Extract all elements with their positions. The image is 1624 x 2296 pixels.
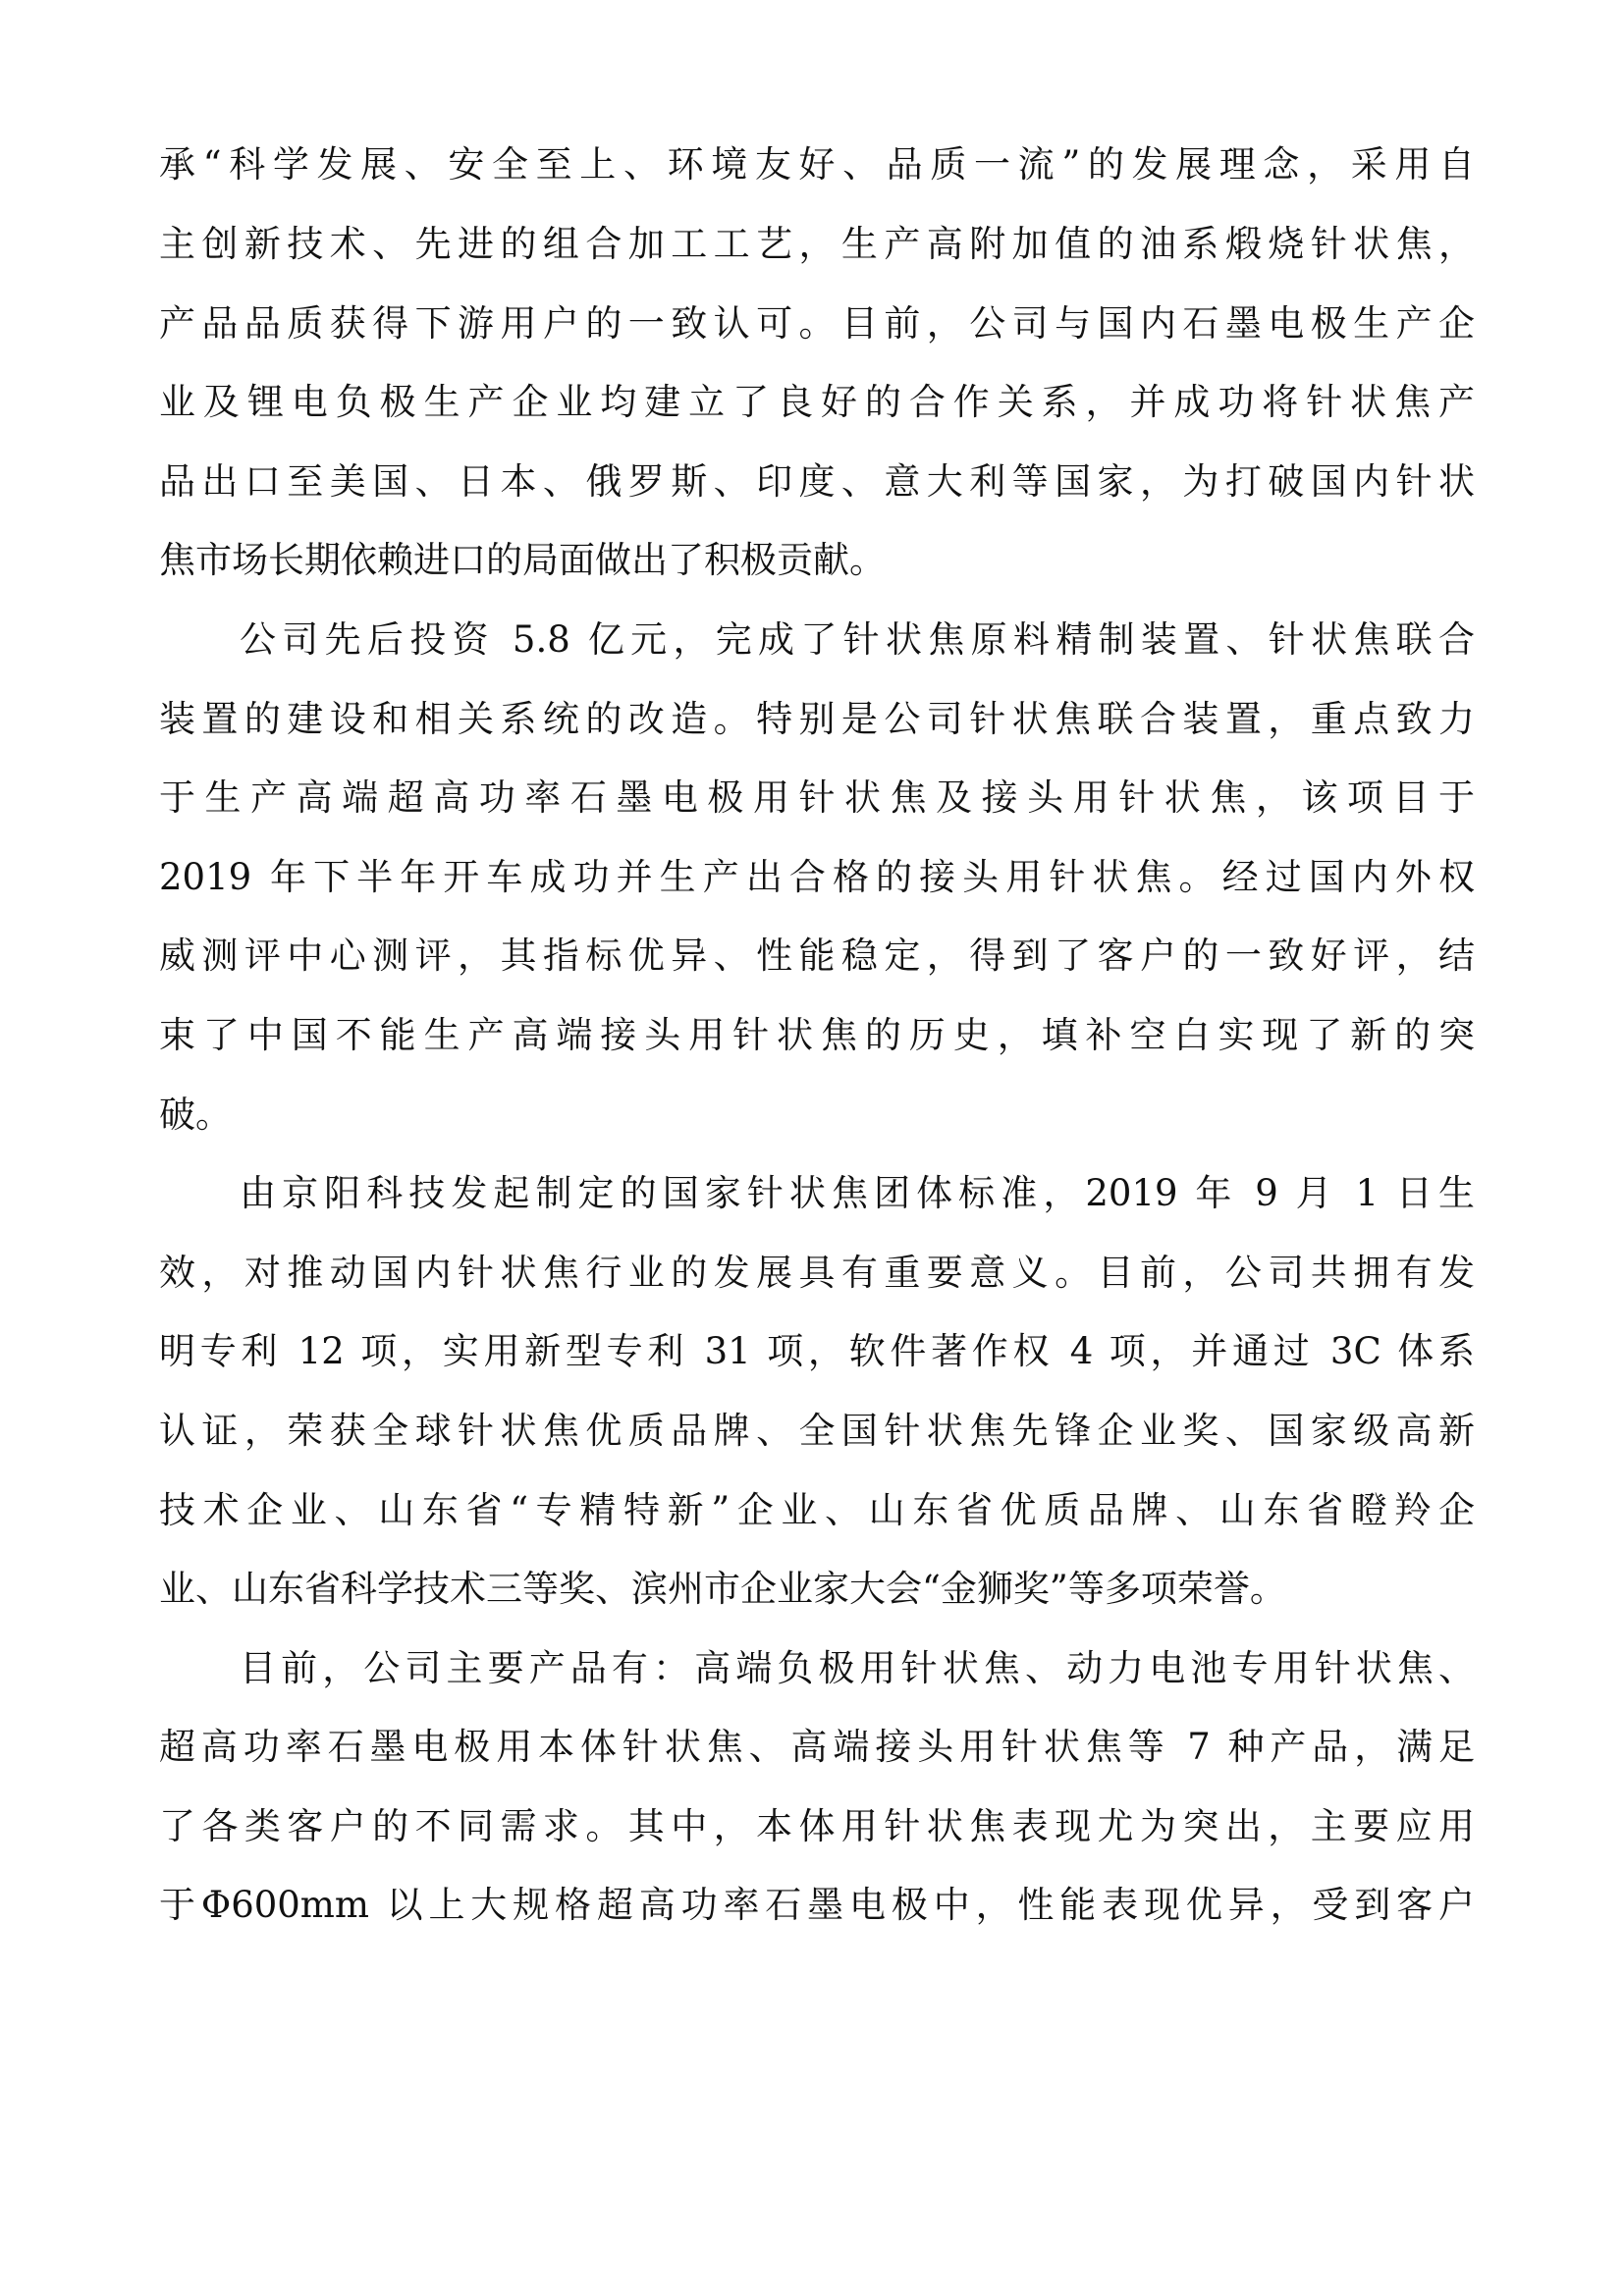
text-line: 主创新技术、先进的组合加工工艺，生产高附加值的油系煅烧针状焦， <box>159 223 1475 265</box>
text-line: 品出口至美国、日本、俄罗斯、印度、意大利等国家，为打破国内针状 <box>159 460 1475 503</box>
text-line: 破。 <box>159 1094 232 1136</box>
text-line: 于Φ600mm 以上大规格超高功率石墨电极中，性能表现优异，受到客户 <box>159 1884 1475 1926</box>
text-line: 2019 年下半年开车成功并生产出合格的接头用针状焦。经过国内外权 <box>159 856 1475 898</box>
text-line: 装置的建设和相关系统的改造。特别是公司针状焦联合装置，重点致力 <box>159 698 1475 740</box>
text-line: 承“科学发展、安全至上、环境友好、品质一流”的发展理念，采用自 <box>159 143 1475 186</box>
text-line: 束了中国不能生产高端接头用针状焦的历史，填补空白实现了新的突 <box>159 1014 1475 1056</box>
text-line: 由京阳科技发起制定的国家针状焦团体标准，2019 年 9 月 1 日生 <box>240 1172 1475 1214</box>
text-line: 超高功率石墨电极用本体针状焦、高端接头用针状焦等 7 种产品，满足 <box>159 1726 1475 1768</box>
text-line: 焦市场长期依赖进口的局面做出了积极贡献。 <box>159 539 886 581</box>
text-line: 效，对推动国内针状焦行业的发展具有重要意义。目前，公司共拥有发 <box>159 1252 1475 1294</box>
text-line: 产品品质获得下游用户的一致认可。目前，公司与国内石墨电极生产企 <box>159 302 1475 345</box>
text-line: 业、山东省科学技术三等奖、滨州市企业家大会“金狮奖”等多项荣誉。 <box>159 1568 1286 1610</box>
text-line: 于生产高端超高功率石墨电极用针状焦及接头用针状焦，该项目于 <box>159 776 1475 819</box>
text-line: 认证，荣获全球针状焦优质品牌、全国针状焦先锋企业奖、国家级高新 <box>159 1410 1475 1452</box>
text-line: 业及锂电负极生产企业均建立了良好的合作关系，并成功将针状焦产 <box>159 381 1475 423</box>
text-line: 明专利 12 项，实用新型专利 31 项，软件著作权 4 项，并通过 3C 体系 <box>159 1330 1475 1372</box>
text-line: 了各类客户的不同需求。其中，本体用针状焦表现尤为突出，主要应用 <box>159 1805 1475 1847</box>
text-line: 技术企业、山东省“专精特新”企业、山东省优质品牌、山东省瞪羚企 <box>159 1489 1475 1531</box>
text-line: 公司先后投资 5.8 亿元，完成了针状焦原料精制装置、针状焦联合 <box>240 618 1475 661</box>
text-line: 威测评中心测评，其指标优异、性能稳定，得到了客户的一致好评，结 <box>159 934 1475 977</box>
text-line: 目前，公司主要产品有：高端负极用针状焦、动力电池专用针状焦、 <box>240 1647 1475 1689</box>
